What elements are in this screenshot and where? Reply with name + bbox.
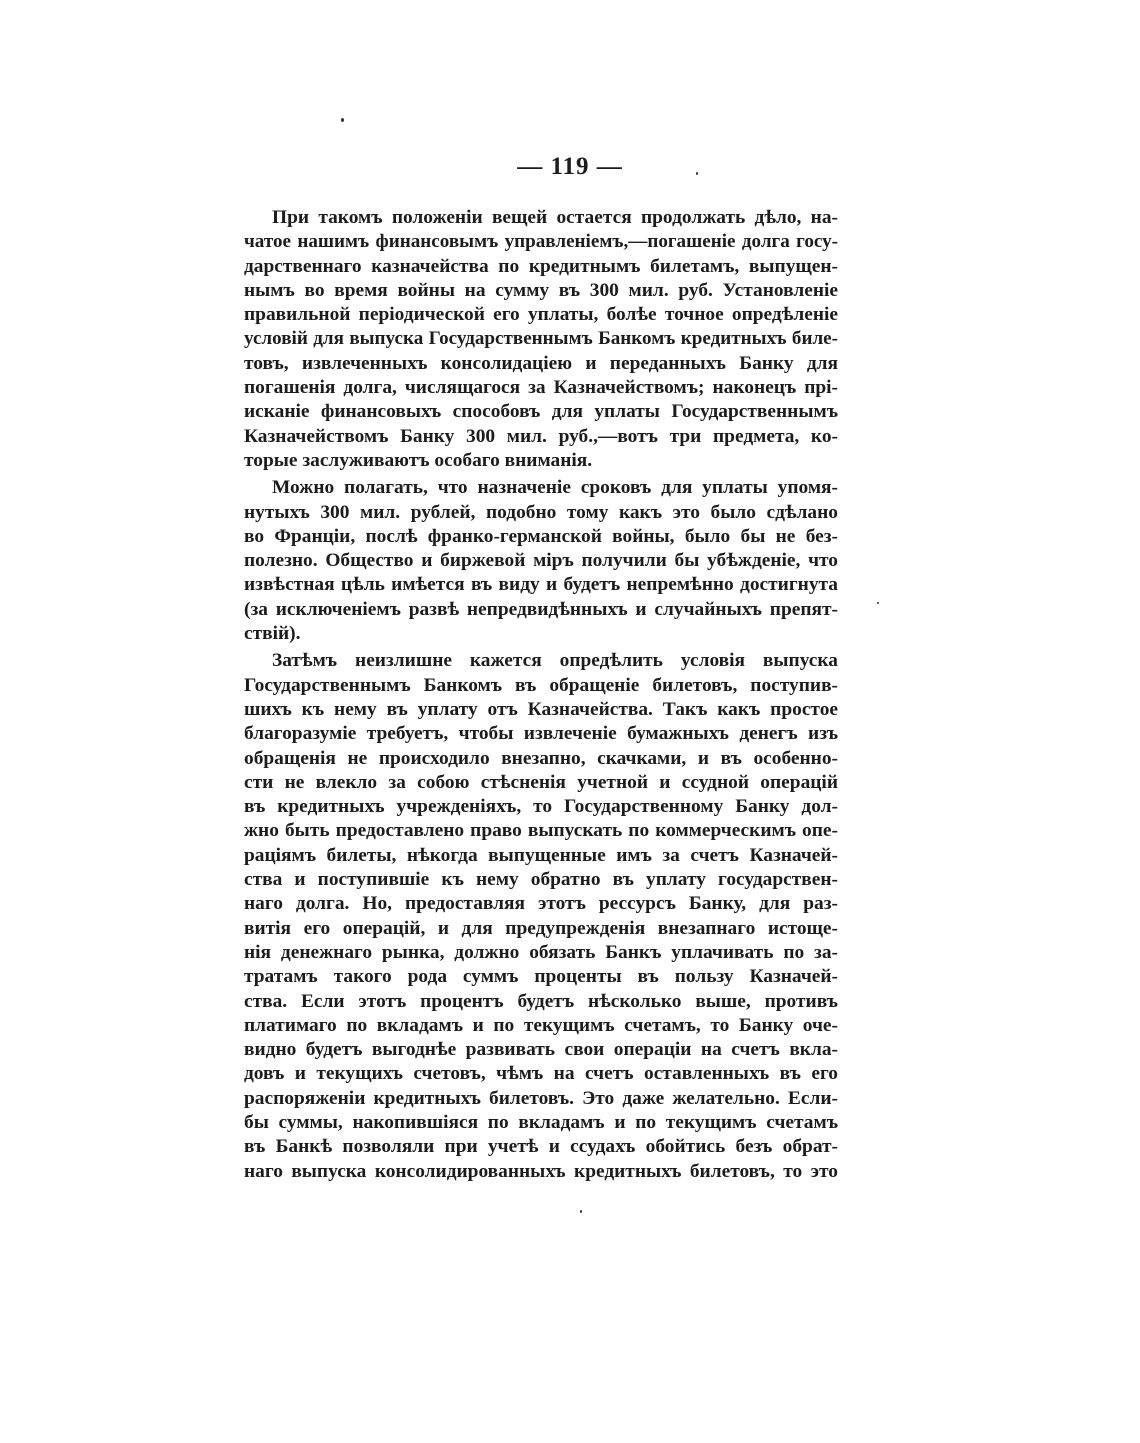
text-line: Государственнымъ Банкомъ въ обращеніе билетовъ, поступив- xyxy=(244,674,838,696)
text-line: правильной періодической его уплаты, болѣе точное опредѣленіе xyxy=(244,304,838,326)
text-line: дарственнаго казначейства по кредитнымъ билетамъ, выпущен- xyxy=(244,255,838,277)
text-line: условій для выпуска Государственнымъ Банкомъ кредитныхъ биле- xyxy=(244,328,838,350)
page-number: — 119 — xyxy=(517,153,623,180)
text-line: нія денежнаго рынка, должно обязать Банкъ уплачивать по за- xyxy=(244,941,838,963)
text-line: раціямъ билеты, нѣкогда выпущенные имъ за счетъ Казначей- xyxy=(244,844,838,866)
text-line: ствій). xyxy=(244,623,301,645)
scan-speck xyxy=(580,1210,582,1213)
text-line: товъ, извлеченныхъ консолидаціею и переданныхъ Банку для xyxy=(244,352,838,374)
text-line: платимаго по вкладамъ и по текущимъ счетамъ, то Банку оче- xyxy=(244,1014,838,1036)
text-line: распоряженіи кредитныхъ билетовъ. Это даже желательно. Если- xyxy=(244,1087,838,1109)
text-line: ства. Если этотъ процентъ будетъ нѣсколько выше, противъ xyxy=(244,990,838,1012)
scan-speck xyxy=(696,172,698,175)
text-line: во Франціи, послѣ франко-германской войны, было бы не без- xyxy=(244,525,838,547)
scan-speck xyxy=(877,602,879,604)
text-line: бы суммы, накопившіяся по вкладамъ и по текущимъ счетамъ xyxy=(244,1111,838,1133)
text-line: ства и поступившіе къ нему обратно въ уплату государствен- xyxy=(244,869,838,891)
text-line: нутыхъ 300 мил. рублей, подобно тому какъ это было сдѣлано xyxy=(244,501,838,523)
text-line: сти не влекло за собою стѣсненія учетной и ссудной операцій xyxy=(244,771,838,793)
text-line: Затѣмъ неизлишне кажется опредѣлить условія выпуска xyxy=(272,650,838,672)
text-line: погашенія долга, числящагося за Казначействомъ; наконецъ прі- xyxy=(244,377,838,399)
text-line: чатое нашимъ финансовымъ управленіемъ,—погашеніе долга госу- xyxy=(244,231,838,253)
text-line: обращенія не происходило внезапно, скачками, и въ особенно- xyxy=(244,747,838,769)
text-line: жно быть предоставлено право выпускать по коммерческимъ опе- xyxy=(244,820,838,842)
text-line: видно будетъ выгоднѣе развивать свои операціи на счетъ вкла- xyxy=(244,1039,838,1061)
text-line: (за исключеніемъ развѣ непредвидѣнныхъ и случайныхъ препят- xyxy=(244,598,838,620)
text-line: благоразуміе требуетъ, чтобы извлеченіе бумажныхъ денегъ изъ xyxy=(244,723,838,745)
text-line: шихъ къ нему въ уплату отъ Казначейства. Такъ какъ простое xyxy=(244,698,838,720)
text-line: Казначействомъ Банку 300 мил. руб.,—вотъ три предмета, ко- xyxy=(244,425,838,447)
text-line: витія его операцій, и для предупрежденія внезапнаго истоще- xyxy=(244,917,838,939)
text-line: торые заслуживаютъ особаго вниманія. xyxy=(244,449,593,471)
text-line: Можно полагать, что назначеніе сроковъ для уплаты упомя- xyxy=(272,477,838,499)
text-line: наго выпуска консолидированныхъ кредитныхъ билетовъ, то это xyxy=(244,1160,838,1182)
text-line: исканіе финансовыхъ способовъ для уплаты Государственнымъ xyxy=(244,401,838,423)
text-line: въ Банкѣ позволяли при учетѣ и ссудахъ обойтись безъ обрат- xyxy=(244,1136,838,1158)
text-line: При такомъ положеніи вещей остается продолжать дѣло, на- xyxy=(272,207,838,228)
text-line: нымъ во время войны на сумму въ 300 мил. руб. Установленіе xyxy=(244,279,838,301)
text-line: въ кредитныхъ учрежденіяхъ, то Государственному Банку дол- xyxy=(244,796,838,818)
text-line: полезно. Общество и биржевой міръ получили бы убѣжденіе, что xyxy=(244,550,838,572)
text-line: извѣстная цѣль имѣется въ виду и будетъ непремѣнно достигнута xyxy=(244,574,838,596)
text-line: тратамъ такого рода суммъ проценты въ пользу Казначей- xyxy=(244,966,838,988)
scan-speck xyxy=(341,118,344,122)
text-line: наго долга. Но, предоставляя этотъ рессурсъ Банку, для раз- xyxy=(244,893,838,915)
body-text xyxy=(244,206,838,1184)
text-line: довъ и текущихъ счетовъ, чѣмъ на счетъ оставленныхъ въ его xyxy=(244,1063,838,1085)
